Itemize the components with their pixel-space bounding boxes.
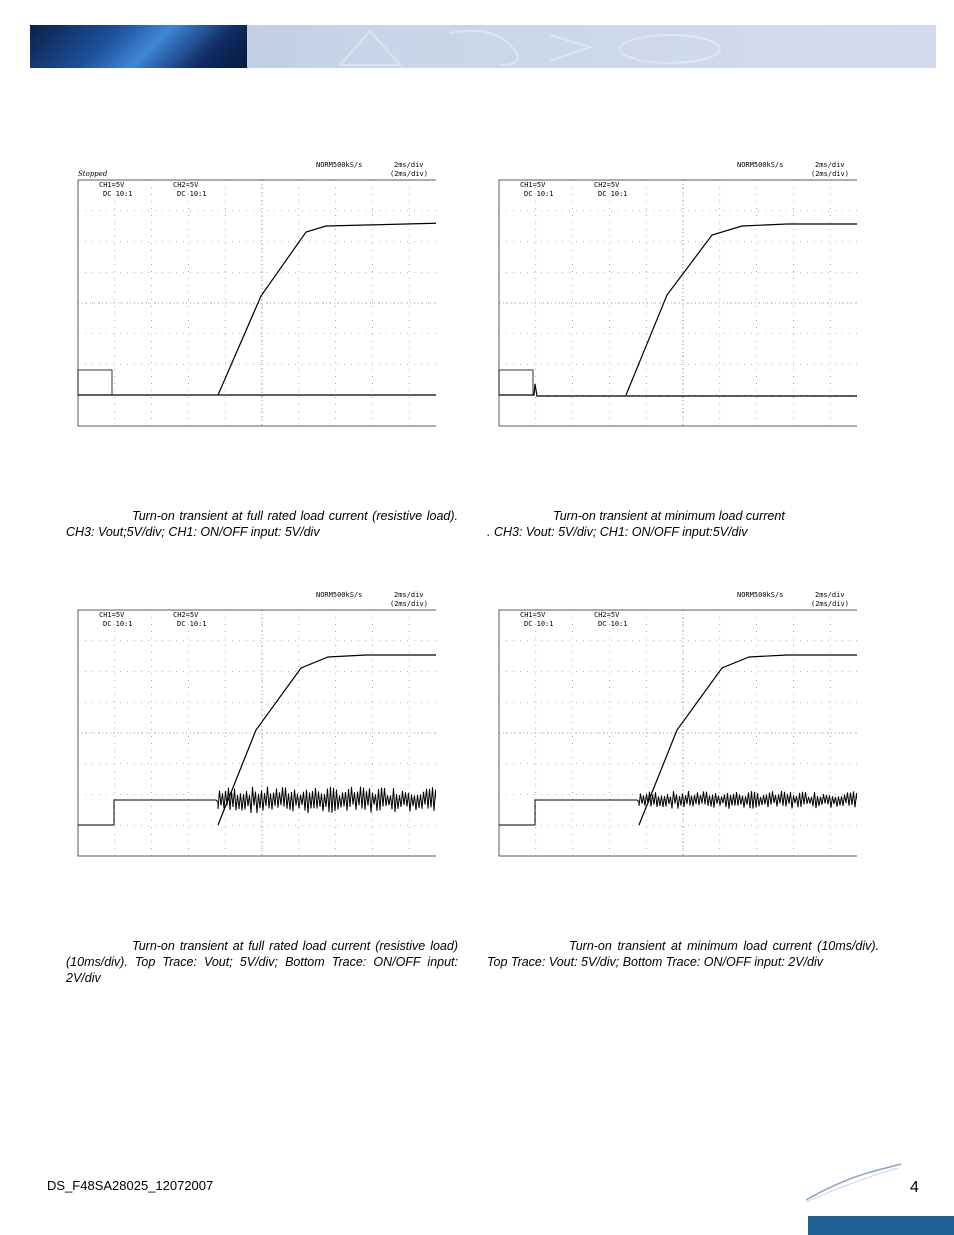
ch2-label: CH2=5V <box>173 181 199 189</box>
scope-plot <box>487 160 857 430</box>
scope-timebase-zoom: (2ms/div) <box>811 600 849 608</box>
ch2-label: CH2=5V <box>594 181 620 189</box>
scope-timebase: 2ms/div <box>394 591 424 599</box>
ch2-coupling: DC 10:1 <box>598 190 628 198</box>
ch1-label: CH1=5V <box>520 611 546 619</box>
ch2-coupling: DC 10:1 <box>598 620 628 628</box>
scope-timebase: 2ms/div <box>815 591 845 599</box>
scope-rate: NORM500kS/s <box>737 161 784 169</box>
ch1-coupling: DC 10:1 <box>524 190 554 198</box>
caption-min-load <box>487 508 887 540</box>
scope-timebase-zoom: (2ms/div) <box>390 600 428 608</box>
scope-grid <box>78 610 436 856</box>
ch1-coupling: DC 10:1 <box>103 620 133 628</box>
scope-grid <box>78 180 436 426</box>
scope-rate: NORM500kS/s <box>737 591 784 599</box>
footer-corner-graphic <box>806 1162 954 1235</box>
caption-min-load-10ms: Turn-on transient at minimum load current (10ms/div). Top Trace: Vout: 5V/div; Bottom Trace: ON/OFF input: 2V/div <box>487 939 879 969</box>
vout-trace <box>218 223 436 395</box>
ch2-label: CH2=5V <box>594 611 620 619</box>
ch1-label: CH1=5V <box>99 181 125 189</box>
marker-box <box>499 370 533 395</box>
scope-timebase-zoom: (2ms/div) <box>811 170 849 178</box>
caption-full-load: Turn-on transient at full rated load current (resistive load). CH3: Vout;5V/div; CH1: ON/OFF input: 5V/div <box>66 509 458 539</box>
caption-line2: . CH3: Vout: 5V/div; CH1: ON/OFF input:5V/div <box>487 525 748 539</box>
scope-min-load-10ms <box>487 590 857 860</box>
ch2-coupling: DC 10:1 <box>177 190 207 198</box>
page-number: 4 <box>910 1179 919 1196</box>
caption-full-load-10ms: Turn-on transient at full rated load current (resistive load) (10ms/div). Top Trace: Vout; 5V/div; Bottom Trace: ON/OFF input: 2V/div <box>66 939 458 985</box>
document-id: DS_F48SA28025_12072007 <box>47 1178 214 1193</box>
header-banner <box>30 25 936 68</box>
scope-plot <box>66 160 436 430</box>
scope-timebase: 2ms/div <box>394 161 424 169</box>
ch1-label: CH1=5V <box>520 181 546 189</box>
ch1-label: CH1=5V <box>99 611 125 619</box>
scope-plot <box>66 590 436 860</box>
banner-watermark <box>30 25 936 68</box>
onoff-trace <box>499 384 857 396</box>
scope-timebase: 2ms/div <box>815 161 845 169</box>
ch2-label: CH2=5V <box>173 611 199 619</box>
scope-plot <box>487 590 857 860</box>
scope-status: Stopped <box>78 170 108 178</box>
onoff-trace <box>499 791 857 825</box>
caption-line1: Turn-on transient at minimum load current <box>553 509 785 523</box>
scope-rate: NORM500kS/s <box>316 591 363 599</box>
marker-box <box>78 370 112 395</box>
scope-grid <box>499 610 857 856</box>
scope-full-load-10ms <box>66 590 436 860</box>
vout-trace <box>626 224 857 395</box>
scope-timebase-zoom: (2ms/div) <box>390 170 428 178</box>
ch2-coupling: DC 10:1 <box>177 620 207 628</box>
ch1-coupling: DC 10:1 <box>524 620 554 628</box>
scope-rate: NORM500kS/s <box>316 161 363 169</box>
ch1-coupling: DC 10:1 <box>103 190 133 198</box>
scope-full-load <box>66 160 436 430</box>
scope-min-load <box>487 160 857 430</box>
scope-grid <box>499 180 857 426</box>
onoff-trace <box>78 787 436 825</box>
